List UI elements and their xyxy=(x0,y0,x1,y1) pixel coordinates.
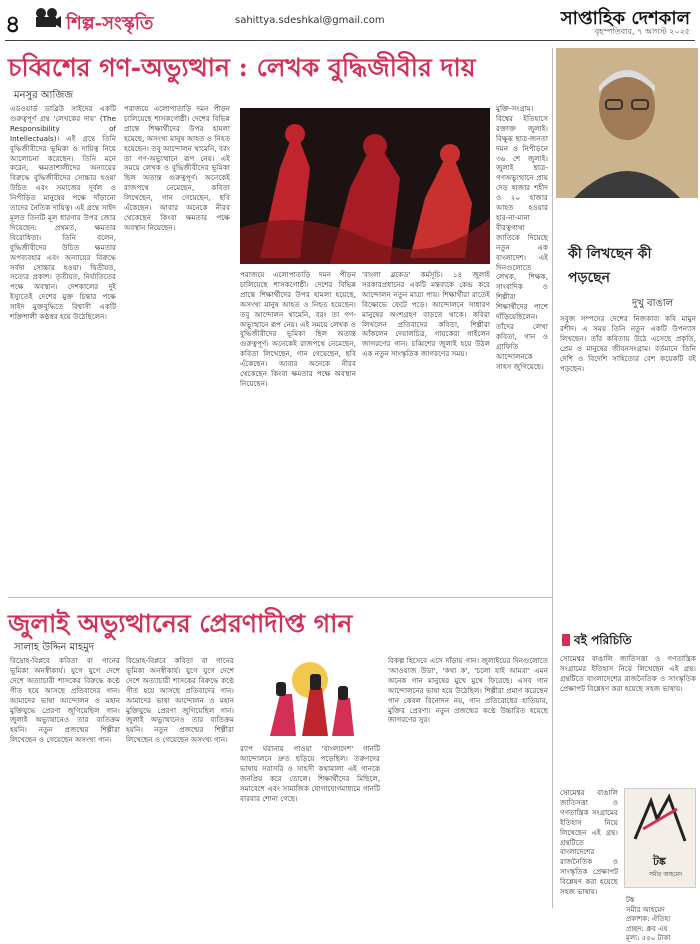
article-2-headline: জুলাই অভ্যুত্থানের প্রেরণাদীপ্ত গান xyxy=(8,609,353,638)
column-author: দুখু বাঙাল xyxy=(632,298,674,309)
article-2-illustration xyxy=(240,660,380,736)
newspaper-name: সাপ্তাহিক দেশকাল xyxy=(560,8,690,29)
author-portrait xyxy=(556,48,698,198)
book-title: টঙ্ক xyxy=(626,896,635,904)
article-1-column-3: পরাজয়ে এলোপাতাড়ি দমন পীড়ন চালিয়েছে শাসকগোষ্ঠী। দেশের বিভিন্ন প্রান্তে শিক্ষার্থীদের উপর হামলা হয়েছে, অসংখ্য মানুষ আহত ও নিহত হয়েছেন। তবু আন্দোলন থামেনি, বরং তা গণ-অভ্যুত্থানে রূপ নেয়। এই সময়ে লেখক ও বুদ্ধিজীবীদের ভূমিকা ছিল অত্যন্ত গুরুত্বপূর্ণ। অনেকেই রাজপথে নেমেছেন, কবিতা লিখেছেন, গান গেয়েছেন, ছবি এঁকেছেন। আবার অনেকে নীরব থেকেছেন কিংবা ক্ষমতার পক্ষে অবস্থান নিয়েছেন। xyxy=(240,270,356,388)
article-1-illustration xyxy=(240,108,490,264)
page-number: ৪ xyxy=(5,9,21,38)
book-cover xyxy=(624,788,696,888)
article-2-column-3: র‍্যাপ ঘরানায় গাওয়া 'বাংলাদেশ' গানটি আন্দোলনে দ্রুত ছড়িয়ে পড়েছিল। তরুণদের ভাষায় সরাসরি ও সাহসী কথামালা এই গানকে জনপ্রিয় করে তোলে। শিক্ষার্থীদের মিছিলে, সমাবেশে এবং সামাজিক যোগাযোগমাধ্যমে গানটি বারবার শোনা গেছে। xyxy=(240,744,380,803)
sidebar xyxy=(556,48,698,942)
section-name: শিল্প-সংস্কৃতি xyxy=(66,13,154,34)
article-1-byline: মনসুর আজিজ xyxy=(14,90,74,101)
article-2-byline: সালাহ উদ্দিন মাহমুদ xyxy=(14,642,94,653)
article-1-column-1: এডওয়ার্ড ডাব্লিউ সাইদের একটি গুরুত্বপূর্ণ গ্রন্থ 'লেখকের দায়' (The Responsibility of Intellectuals)। এই গ্রন্থে তিনি বুদ্ধিজীবীদের ভূমিকা ও দায়িত্ব নিয়ে আলোচনা করেছেন। তিনি মনে করেন, ক্ষমতাশালীদের অন্যায়ের বিরুদ্ধে বুদ্ধিজীবীদের সোচ্চার হওয়া উচিত এবং সমাজের দুর্বল ও নিপীড়িত মানুষের পক্ষে দাঁড়ানো তাদের নৈতিক দায়িত্ব। এই গ্রন্থে সাইদ মূলত তিনটি মূল ধারণার উপর জোর দিয়েছেন: প্রথমত, ক্ষমতার বিরোধিতা। তিনি বলেন, বুদ্ধিজীবীদের উচিত ক্ষমতার অপব্যবহার এবং অন্যায়ের বিরুদ্ধে সর্বদা সোচ্চার হওয়া। দ্বিতীয়ত, সত্যের প্রকাশ। তৃতীয়ত, নির্যাতিতের পক্ষে অবস্থান। দেশকালের দুই ইস্যুতেই দেশের মুক্ত চিন্তার পক্ষে সাইদ মুক্তবুদ্ধিতে বিশ্বাসী একটি শক্তিশালী কণ্ঠস্বর হয়ে উঠেছিলেন। xyxy=(10,104,116,322)
masthead xyxy=(0,0,700,42)
article-2-column-2: বিদ্রোহ-বিপ্লবে কবিতা বা গানের ভূমিকা অনস্বীকার্য। যুগে যুগে দেশে দেশে অত্যাচারী শাসকের বিরুদ্ধে কণ্ঠে গীত হয়ে আসছে প্রতিবাদের গান। আমাদের ভাষা আন্দোলন ও মহান মুক্তিযুদ্ধে প্রেরণা জুগিয়েছিল গান। জুলাই অভ্যুত্থানেও তার ব্যতিক্রম হয়নি। নতুন প্রজন্মের শিল্পীরা লিখেছেন ও গেয়েছেন অসংখ্য গান। xyxy=(126,656,234,745)
article-1-column-5-text: মুক্তি-সংগ্রাম। বিশ্বের ইতিহাসে রক্তাক্ত জুলাই। বিক্ষুব্ধ ছাত্র-জনতা দমন ও নিপীড়নে ৩৬ শে জুলাই। জুলাই ছাত্র-গণঅভ্যুত্থানে প্রায় দেড় হাজার শহীদ ও ২০ হাজার আহত হওয়ার হার-না-মানা বীরত্বগাথা জাতিকে দিয়েছে নতুন এক বাংলাদেশ। এই দিনগুলোতে লেখক, শিক্ষক, সাংবাদিক ও শিল্পীরা শিক্ষার্থীদের পাশে দাঁড়িয়েছিলেন। তাঁদের লেখা কবিতা, গান ও গ্রাফিতি আন্দোলনকে সাহস জুগিয়েছে। xyxy=(496,104,548,371)
article-1-headline: চব্বিশের গণ-অভ্যুত্থান : লেখক বুদ্ধিজীবীর দায় xyxy=(8,53,476,82)
cover-author: সমীর আহমেদ xyxy=(649,871,683,878)
header-divider xyxy=(5,40,695,41)
book-section-marker xyxy=(562,634,570,646)
book-author: সমীর আহমেদ xyxy=(626,905,665,914)
issue-date: বৃহস্পতিবার, ৭ আগস্ট ২০২৫ xyxy=(594,27,690,36)
sidebar-divider xyxy=(552,48,553,908)
story-divider xyxy=(8,597,552,598)
book-cover-artist: প্রচ্ছদ: ধ্রুব এষ xyxy=(626,924,668,933)
column-title: কী লিখছেন কী পড়ছেন xyxy=(568,246,652,286)
book-review-text-2: সোমেশ্বর বাঙালি জাতিসত্তা ও গণতান্ত্রিক সংগ্রামের ইতিহাস নিয়ে লিখেছেন এই গ্রন্থ। গ্রন্থটিতে বাংলাদেশের রাজনৈতিক ও সাংস্কৃতিক প্রেক্ষাপট বিশ্লেষণ করা হয়েছে সহজ ভাষায়। xyxy=(560,788,618,897)
cover-title: টঙ্ক xyxy=(653,855,666,868)
article-1-column-4: 'বাংলা ব্লকেড' কর্মসূচি। ১৪ জুলাই সরকারপ্রধানের একটি মন্তব্যকে কেন্দ্র করে আন্দোলন নতুন মাত্রা পায়। শিক্ষার্থীরা রাতেই বিক্ষোভে ফেটে পড়ে। আন্দোলনে সাধারণ মানুষের অংশগ্রহণ বাড়তে থাকে। কবিরা লিখলেন প্রতিবাদের কবিতা, শিল্পীরা আঁকলেন দেয়ালচিত্র, গায়কেরা গাইলেন জাগরণের গান। চব্বিশের জুলাই হয়ে উঠল এক নতুন সাংস্কৃতিক জাগরণের সময়। xyxy=(362,270,490,359)
article-1-column-2: পরাজয়ে এলোপাতাড়ি দমন পীড়ন চালিয়েছে শাসকগোষ্ঠী। দেশের বিভিন্ন প্রান্তে শিক্ষার্থীদের উপর হামলা হয়েছে, অসংখ্য মানুষ আহত ও নিহত হয়েছেন। তবু আন্দোলন থামেনি, বরং তা গণ-অভ্যুত্থানে রূপ নেয়। এই সময়ে লেখক ও বুদ্ধিজীবীদের ভূমিকা ছিল অত্যন্ত গুরুত্বপূর্ণ। অনেকেই রাজপথে নেমেছেন, কবিতা লিখেছেন, গান গেয়েছেন, ছবি এঁকেছেন। আবার অনেকে নীরব থেকেছেন কিংবা ক্ষমতার পক্ষে অবস্থান নিয়েছেন। xyxy=(124,104,230,232)
column-text: সবুজ সম্পদের দেশের নিজকাব্য কবি মামুন রশীদ। এ সময় তিনি নতুন একটি উপন্যাস লিখছেন। তাঁর কবিতায় উঠে এসেছে প্রকৃতি, প্রেম ও মানুষের জীবনসংগ্রাম। বর্তমানে তিনি দেশি ও বিদেশি সাহিত্যের বেশ কয়েকটি বই পড়ছেন। xyxy=(560,314,696,373)
book-section-heading: বই পরিচিতি xyxy=(574,633,632,647)
book-price: মূল্য: ৫৫০ টাকা xyxy=(626,934,671,942)
book-review-text: সোমেশ্বর বাঙালি জাতিসত্তা ও গণতান্ত্রিক সংগ্রামের ইতিহাস নিয়ে লিখেছেন এই গ্রন্থ। গ্রন্থটিতে বাংলাদেশের রাজনৈতিক ও সাংস্কৃতিক প্রেক্ষাপট বিশ্লেষণ করা হয়েছে সহজ ভাষায়। xyxy=(560,654,696,693)
article-2-column-4: বিকল্প হিসেবে এসে দাঁড়ায় গান। জুলাইয়ের দিনগুলোতে 'আওয়াজ উডা', 'কথা ক', 'চলো যাই আমরা' এমন অনেক গান মানুষের মুখে মুখে ফিরেছে। এসব গান আন্দোলনের ভাষা হয়ে উঠেছিল। শিল্পীরা প্রমাণ করেছেন গান কেবল বিনোদন নয়, গান প্রতিরোধের হাতিয়ার, মুক্তির প্রেরণা। নতুন প্রজন্মের কণ্ঠে উচ্চারিত হয়েছে জাগরণের সুর। xyxy=(388,656,548,725)
section-email[interactable]: sahittya.sdeshkal@gmail.com xyxy=(235,15,385,26)
raised-fists-icon xyxy=(240,660,380,736)
protest-artwork-icon xyxy=(240,108,490,264)
book-cover-art-icon xyxy=(625,789,697,849)
person-icon xyxy=(556,48,698,198)
book-info xyxy=(626,896,698,944)
article-2-column-1: বিদ্রোহ-বিপ্লবে কবিতা বা গানের ভূমিকা অনস্বীকার্য। যুগে যুগে দেশে দেশে অত্যাচারী শাসকের বিরুদ্ধে কণ্ঠে গীত হয়ে আসছে প্রতিবাদের গান। আমাদের ভাষা আন্দোলন ও মহান মুক্তিযুদ্ধে প্রেরণা জুগিয়েছিল গান। জুলাই অভ্যুত্থানেও তার ব্যতিক্রম হয়নি। নতুন প্রজন্মের শিল্পীরা লিখেছেন ও গেয়েছেন অসংখ্য গান। xyxy=(10,656,120,745)
book-publisher: প্রকাশক: ঐতিহ্য xyxy=(626,915,671,923)
cinema-camera-icon xyxy=(32,6,62,32)
